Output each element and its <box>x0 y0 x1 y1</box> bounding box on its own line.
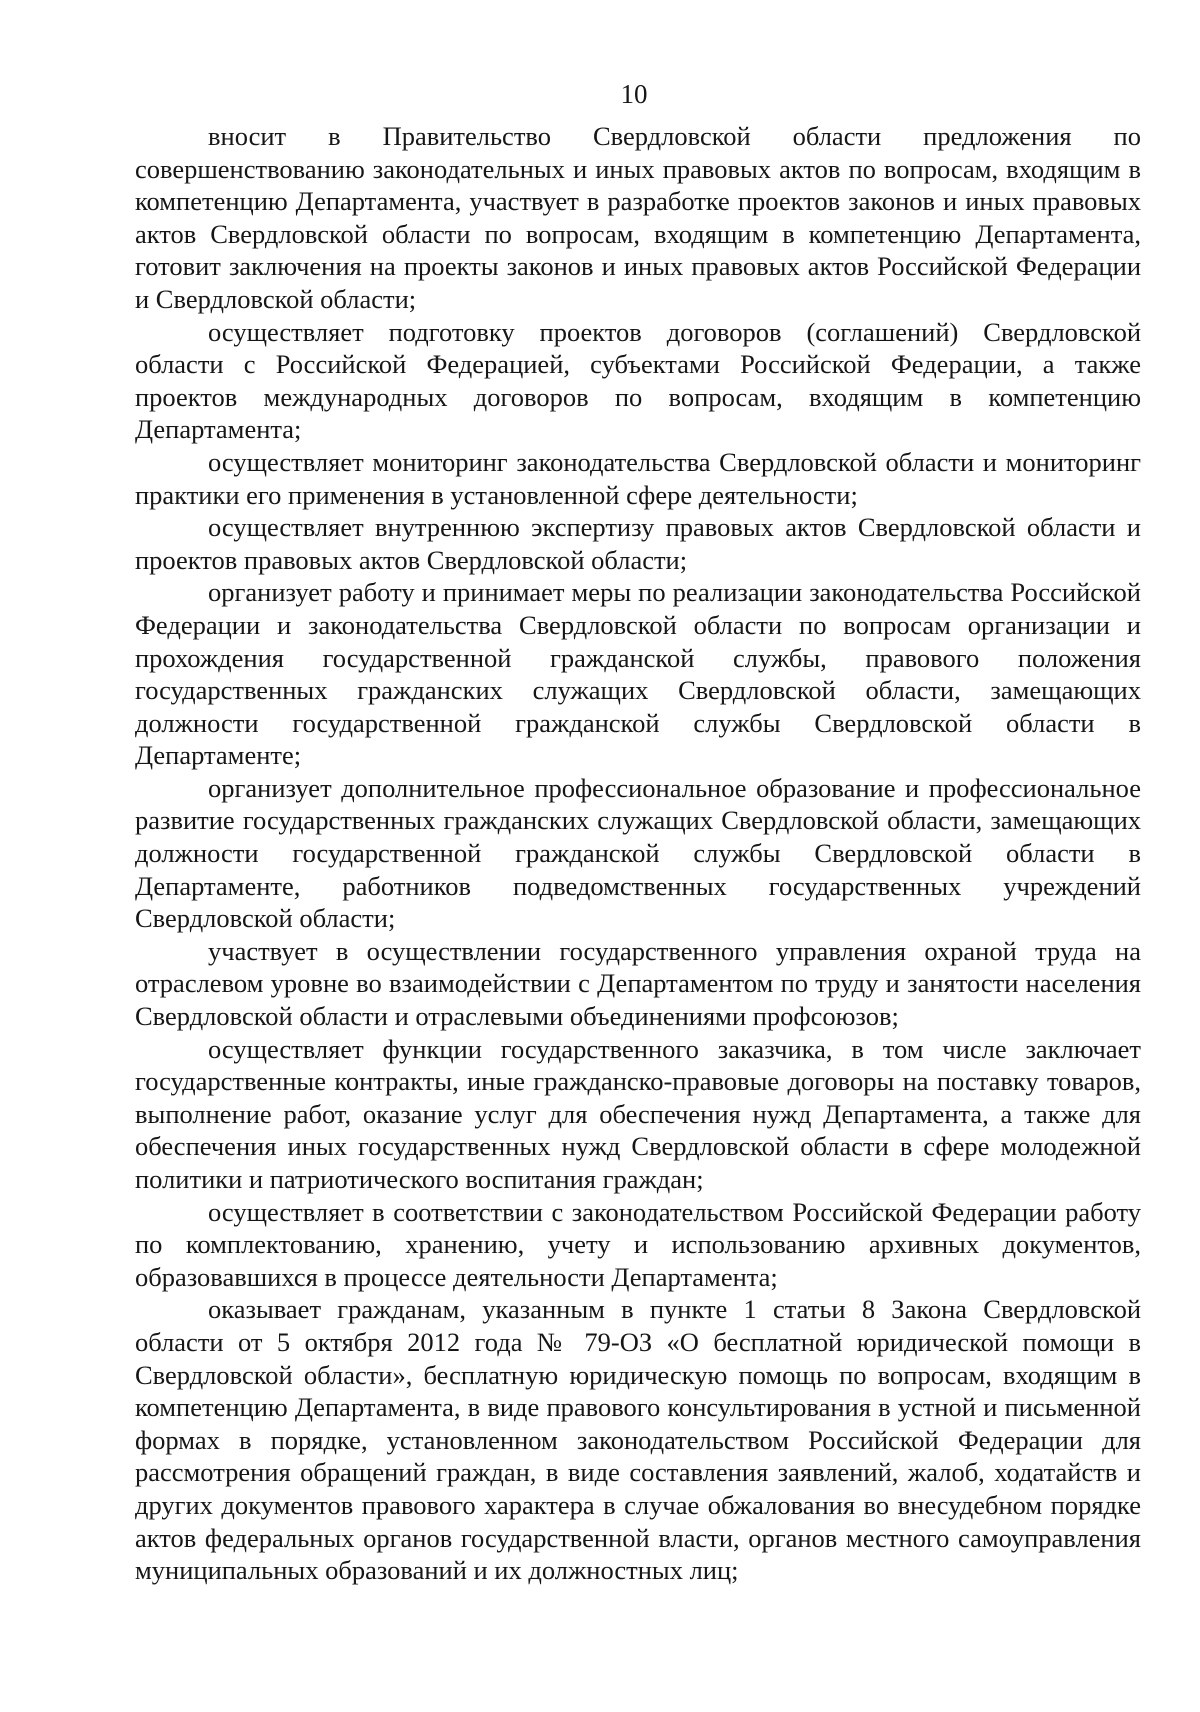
paragraph-archives: осуществляет в соответствии с законодательством Российской Федерации работу по комплектованию, хранению, учету и использованию архивных документов, образовавшихся в процессе деятельности Департамента; <box>135 1196 1141 1292</box>
paragraph-labor-protection: участвует в осуществлении государственного управления охраной труда на отраслевом уровне во взаимодействии с Департаментом по труду и занятости населения Свердловской области и отраслевыми объединениями профсоюзов; <box>135 935 1141 1032</box>
paragraph-state-customer: осуществляет функции государственного заказчика, в том числе заключает государственные контракты, иные гражданско-правовые договоры на поставку товаров, выполнение работ, оказание услуг для обеспечения нужд Департамента, а также для обеспечения иных государственных нужд Свердловской области в сфере молодежной политики и патриотического воспитания граждан; <box>135 1033 1141 1194</box>
paragraph-legal-aid: оказывает гражданам, указанным в пункте 1 статьи 8 Закона Свердловской области от 5 октября 2012 года № 79-ОЗ «О бесплатной юридической помощи в Свердловской области», бесплатную юридическую помощь по вопросам, входящим в компетенцию Департамента, в виде правового консультирования в устной и письменной формах в порядке, установленном законодательством Российской Федерации для рассмотрения обращений граждан, в виде составления заявлений, жалоб, ходатайств и других документов правового характера в случае обжалования во внесудебном порядке актов федеральных органов государственной власти, органов местного самоуправления муниципальных образований и их должностных лиц; <box>135 1294 1141 1586</box>
paragraph-civil-service: организует работу и принимает меры по реализации законодательства Российской Федерации и законодательства Свердловской области по вопросам организации и прохождения государственной гражданской службы, правового положения государственных гражданских служащих Свердловской области, замещающих должности государственной гражданской службы Свердловской области в Департаменте; <box>135 577 1141 771</box>
paragraph-legislative-proposals: вносит в Правительство Свердловской области предложения по совершенствованию законодательных и иных правовых актов по вопросам, входящим в компетенцию Департамента, участвует в разработке проектов законов и иных правовых актов Свердловской области по вопросам, входящим в компетенцию Департамента, готовит заключения на проекты законов и иных правовых актов Российской Федерации и Свердловской области; <box>135 121 1141 314</box>
paragraph-agreements: осуществляет подготовку проектов договоров (соглашений) Свердловской области с Российской Федерацией, субъектами Российской Федерации, а также проектов международных договоров по вопросам, входящим в компетенцию Департамента; <box>135 316 1141 445</box>
document-body <box>135 120 1141 1587</box>
paragraph-professional-education: организует дополнительное профессиональное образование и профессиональное развитие государственных гражданских служащих Свердловской области, замещающих должности государственной гражданской службы Свердловской области в Департаменте, работников подведомственных государственных учреждений Свердловской области; <box>135 772 1141 934</box>
paragraph-internal-expertise: осуществляет внутреннюю экспертизу правовых актов Свердловской области и проектов правовых актов Свердловской области; <box>135 512 1141 575</box>
paragraph-monitoring: осуществляет мониторинг законодательства Свердловской области и мониторинг практики его применения в установленной сфере деятельности; <box>135 446 1141 510</box>
page-number: 10 <box>620 79 648 109</box>
